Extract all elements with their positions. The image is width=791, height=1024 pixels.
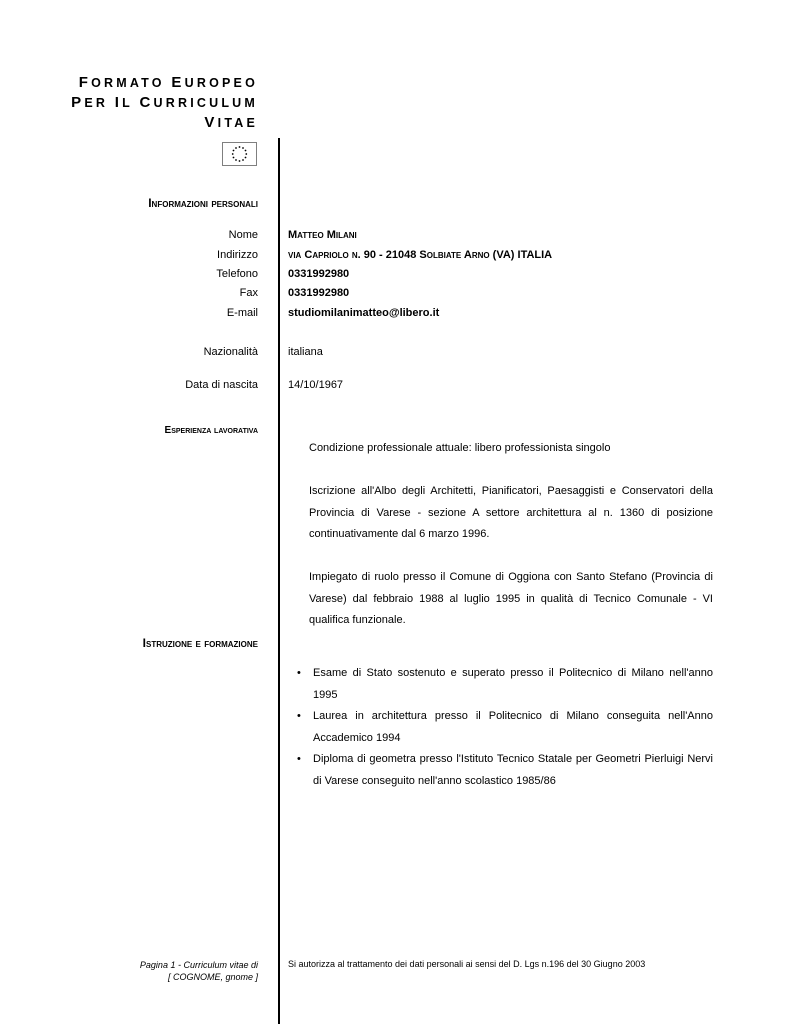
bullet-icon: • bbox=[297, 667, 301, 679]
footer-page-info bbox=[140, 959, 258, 983]
section-heading-experience: Esperienza lavorativa bbox=[164, 425, 258, 436]
value-fax: 0331992980 bbox=[288, 287, 350, 299]
label-indirizzo: Indirizzo bbox=[217, 249, 258, 261]
list-item bbox=[295, 663, 713, 706]
bullet-icon: • bbox=[297, 753, 301, 765]
eu-flag-icon bbox=[222, 142, 257, 166]
title-initial-letter: P bbox=[71, 94, 85, 111]
label-fax: Fax bbox=[239, 287, 258, 299]
education-item-text: Esame di Stato sostenuto e superato presso il Politecnico di Milano nell'anno 1995 bbox=[313, 667, 713, 701]
column-divider bbox=[278, 138, 280, 1024]
value-email: studiomilanimatteo@libero.it bbox=[288, 307, 440, 319]
footer-privacy-note: Si autorizza al trattamento dei dati personali ai sensi del D. Lgs n.196 del 30 Giugno 2003 bbox=[288, 959, 646, 969]
footer-page-line bbox=[140, 959, 258, 971]
value-nome: Matteo Milani bbox=[288, 229, 357, 241]
title-initial-letter: V bbox=[204, 114, 218, 131]
experience-text-3: Impiegato di ruolo presso il Comune di Oggiona con Santo Stefano (Provincia di Varese) dal febbraio 1988 al luglio 1995 in qualità di Tecnico Comunale - VI qualifica funzionale. bbox=[309, 571, 713, 626]
footer-page-prefix: Pagina bbox=[139, 960, 171, 970]
label-data-nascita: Data di nascita bbox=[185, 379, 258, 391]
label-nazionalita: Nazionalità bbox=[203, 346, 258, 358]
experience-paragraph-3 bbox=[309, 567, 713, 632]
experience-paragraph-2 bbox=[309, 481, 713, 546]
cv-title-line-1: FORMATO EUROPEO bbox=[78, 74, 258, 91]
bullet-icon: • bbox=[297, 710, 301, 722]
experience-text-1: Condizione professionale attuale: libero professionista singolo bbox=[309, 442, 611, 454]
footer-page-suffix: - Curriculum vitae di bbox=[175, 960, 258, 970]
education-list bbox=[295, 663, 713, 792]
title-initial-letter: I bbox=[114, 94, 123, 111]
title-initial-letter: C bbox=[139, 94, 154, 111]
title-initial-letter: F bbox=[78, 74, 92, 91]
section-heading-education: Istruzione e formazione bbox=[142, 636, 258, 650]
list-item bbox=[295, 706, 713, 749]
experience-paragraph-1 bbox=[309, 438, 713, 460]
experience-text-2: Iscrizione all'Albo degli Architetti, Pianificatori, Paesaggisti e Conservatori della Provincia di Varese - sezione A settore architettura al n. 1360 di posizione continuativamente dal 6 marzo 1996. bbox=[309, 485, 713, 540]
label-telefono: Telefono bbox=[216, 268, 258, 280]
cv-title-line-3: VITAE bbox=[204, 114, 258, 131]
title-initial-letter: E bbox=[171, 74, 185, 91]
label-nome: Nome bbox=[228, 229, 258, 241]
value-telefono: 0331992980 bbox=[288, 268, 350, 280]
footer-page-number: 1 bbox=[170, 960, 176, 970]
footer-name-placeholder: [ COGNOME, gnome ] bbox=[167, 972, 258, 982]
value-nazionalita: italiana bbox=[288, 346, 323, 358]
list-item bbox=[295, 749, 713, 792]
cv-title-line-2: PER IL CURRICULUM bbox=[71, 94, 258, 111]
section-heading-personal: Informazioni personali bbox=[148, 196, 258, 210]
education-item-text: Laurea in architettura presso il Politecnico di Milano conseguita nell'Anno Accademico 1994 bbox=[313, 710, 713, 744]
education-item-text: Diploma di geometra presso l'Istituto Tecnico Statale per Geometri Pierluigi Nervi di Varese conseguito nell'anno scolastico 1985/86 bbox=[313, 753, 713, 787]
label-email: E-mail bbox=[226, 307, 258, 319]
value-data-nascita: 14/10/1967 bbox=[288, 379, 344, 391]
value-indirizzo: via Capriolo n. 90 - 21048 Solbiate Arno (VA) ITALIA bbox=[288, 249, 553, 261]
